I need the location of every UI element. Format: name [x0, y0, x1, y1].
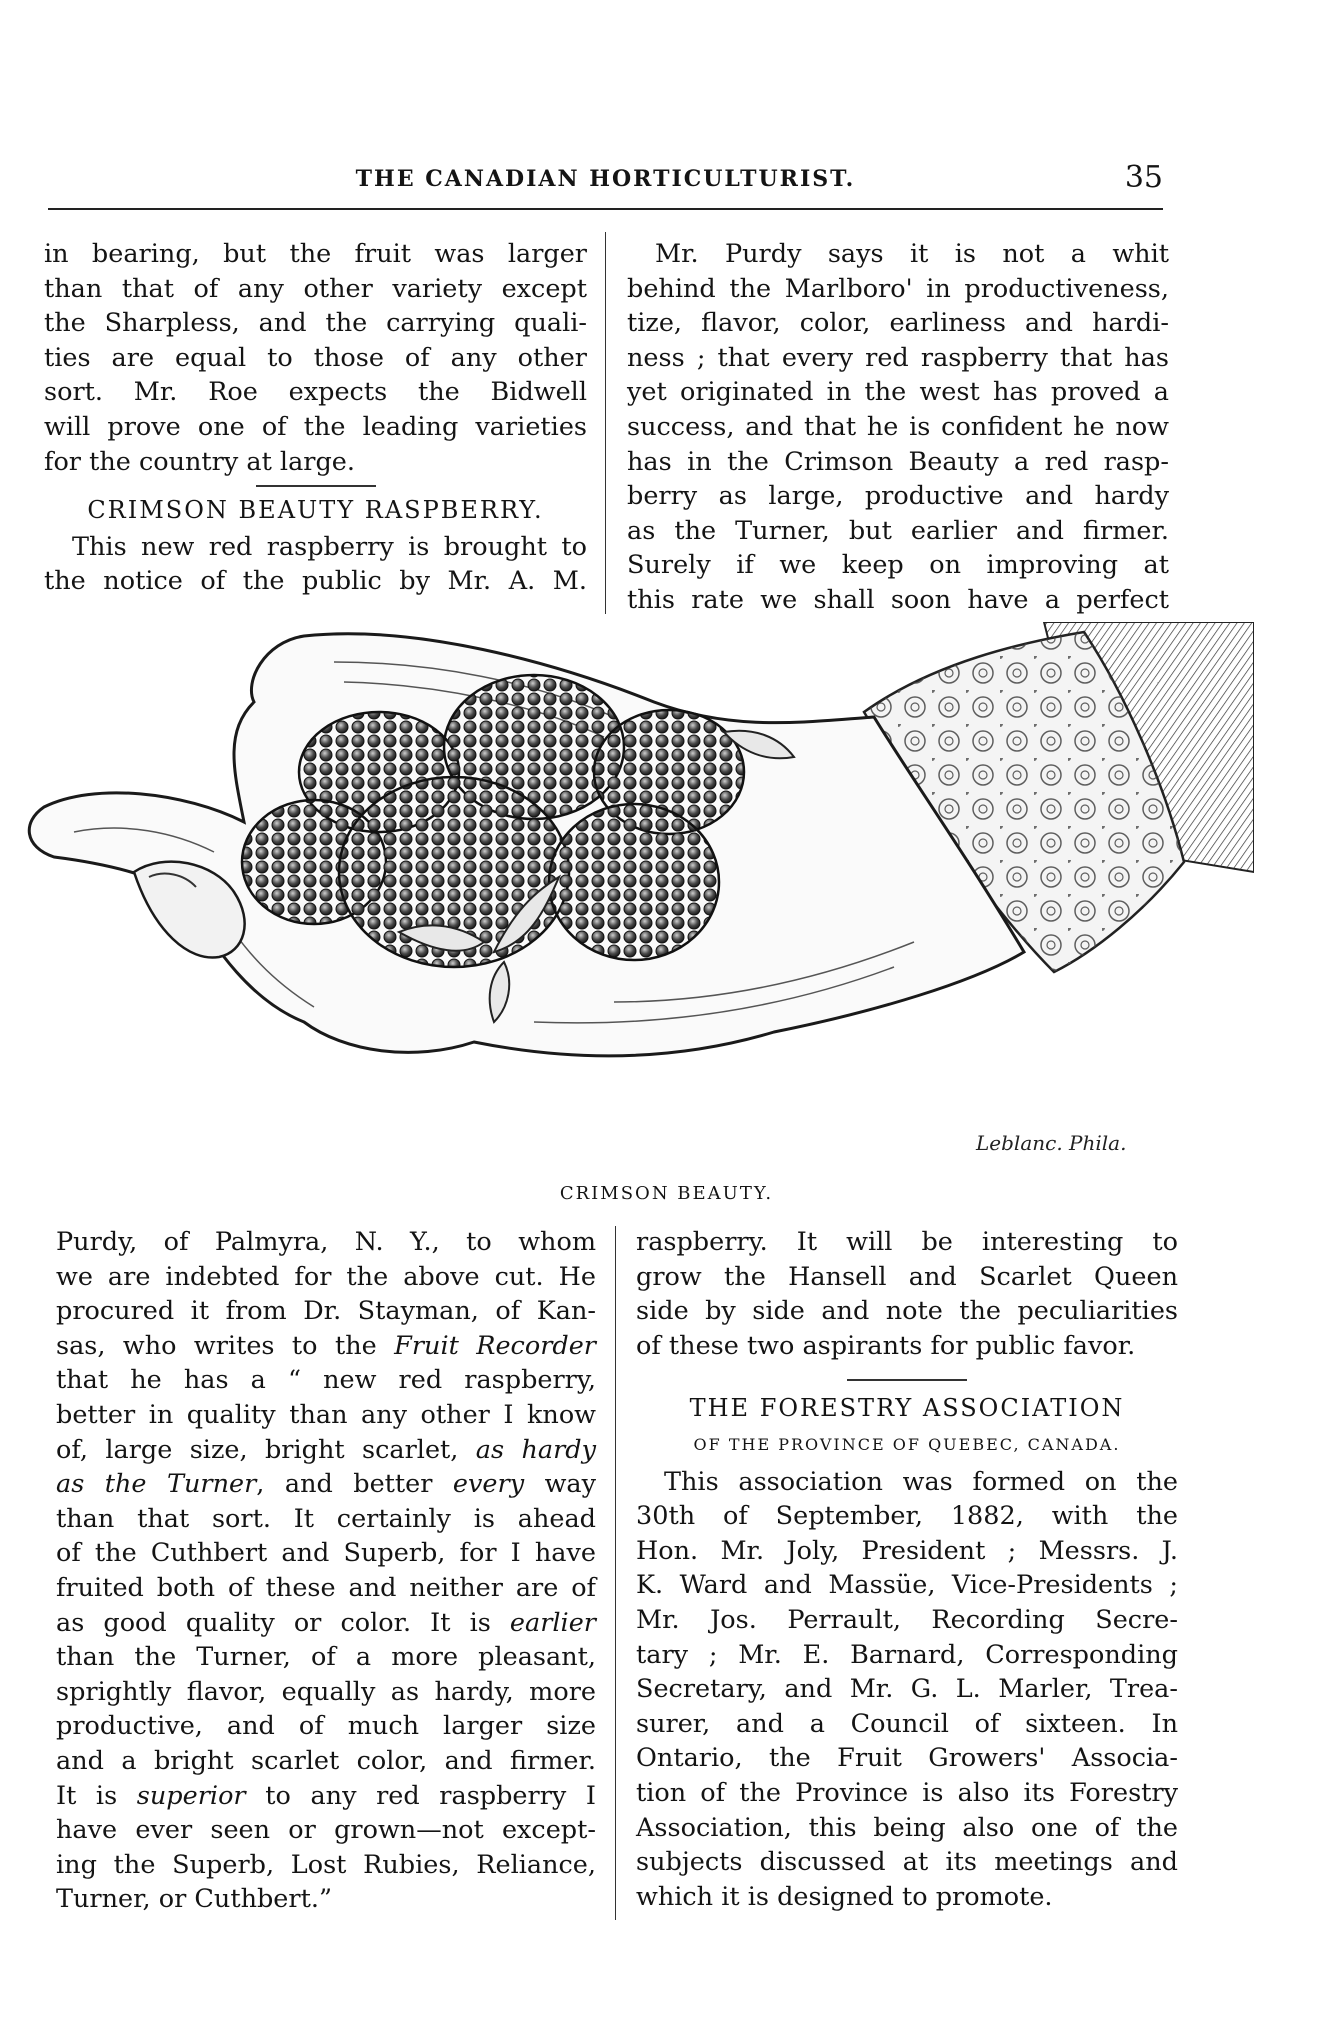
text-line: sprightly flavor, equally as hardy, more — [56, 1676, 596, 1707]
engraver-signature: Leblanc. Phila. — [976, 1131, 1127, 1155]
section-heading-crimson-beauty: CRIMSON BEAUTY RASPBERRY. — [87, 496, 544, 525]
text-line: yet originated in the west has proved a — [627, 377, 1169, 408]
text-line: 30th of September, 1882, with the — [636, 1501, 1178, 1532]
column-divider — [605, 232, 606, 614]
section-subheading-quebec: OF THE PROVINCE OF QUEBEC, CANADA. — [693, 1434, 1121, 1454]
text-line: Hon. Mr. Joly, President ; Messrs. J. — [636, 1535, 1178, 1566]
header-rule — [48, 208, 1163, 210]
section-heading-forestry: THE FORESTRY ASSOCIATION — [689, 1394, 1125, 1423]
text-line: fruited both of these and neither are of — [56, 1572, 596, 1603]
text-line: tion of the Province is also its Forestry — [636, 1777, 1178, 1808]
text-run: sas, who writes to the — [56, 1330, 395, 1361]
text-line: Mr. Purdy says it is not a whit — [655, 239, 1169, 269]
italic-fruit-recorder: Fruit Recorder — [394, 1330, 596, 1361]
text-line: grow the Hansell and Scarlet Queen — [636, 1261, 1178, 1292]
text-line: that he has a “ new red raspberry, — [56, 1365, 596, 1396]
column-bottom-right — [636, 1225, 1178, 1914]
text-line: Association, this being also one of the — [636, 1812, 1178, 1843]
text-line: subjects discussed at its meetings and — [636, 1847, 1178, 1878]
text-line: of the Cuthbert and Superb, for I have — [56, 1538, 596, 1569]
text-line: tary ; Mr. E. Barnard, Corresponding — [636, 1639, 1178, 1670]
text-line: This new red raspberry is brought to — [72, 531, 587, 562]
text-run: It is — [56, 1780, 137, 1811]
text-line — [56, 1329, 596, 1364]
text-line: the notice of the public by Mr. A. M. — [44, 566, 587, 597]
running-title: THE CANADIAN HORTICULTURIST. — [355, 166, 856, 192]
text-line — [56, 1779, 596, 1814]
text-line: for the country at large. — [44, 446, 356, 477]
text-run: as good quality or color. It is — [56, 1607, 510, 1638]
running-head — [48, 160, 1163, 200]
text-line: Mr. Jos. Perrault, Recording Secre- — [636, 1604, 1178, 1635]
text-line: success, and that he is confident he now — [627, 411, 1169, 442]
text-line: which it is designed to promote. — [636, 1881, 1053, 1912]
text-line: as the Turner, but earlier and firmer. — [627, 515, 1169, 546]
text-line: raspberry. It will be interesting to — [636, 1227, 1178, 1257]
text-line — [56, 1467, 596, 1502]
text-line: has in the Crimson Beauty a red rasp- — [627, 446, 1169, 477]
text-line: sort. Mr. Roe expects the Bidwell — [44, 377, 587, 408]
paragraph-forestry-association — [636, 1465, 1178, 1915]
text-line: tize, flavor, color, earliness and hardi- — [627, 308, 1169, 339]
text-line: surer, and a Council of sixteen. In — [636, 1708, 1178, 1739]
raspberry-hand-illustration — [14, 622, 1254, 1170]
column-top-right — [627, 237, 1169, 618]
text-line: better in quality than any other I know — [56, 1399, 596, 1430]
text-line: have ever seen or grown—not except- — [56, 1815, 596, 1846]
italic-superior: superior — [136, 1780, 246, 1811]
text-line: in bearing, but the fruit was larger — [44, 239, 587, 269]
text-line: ties are equal to those of any other — [44, 342, 587, 373]
text-run: way — [524, 1469, 597, 1500]
text-line: K. Ward and Massüe, Vice-Presidents ; — [636, 1570, 1178, 1601]
paragraph-bidwell — [44, 237, 587, 479]
section-divider — [256, 485, 376, 487]
text-run: , and better — [256, 1469, 453, 1500]
italic-every: every — [452, 1469, 525, 1500]
column-top-left — [44, 237, 587, 599]
text-run: of, large size, bright scarlet, — [56, 1434, 476, 1465]
figure-caption: CRIMSON BEAUTY. — [559, 1183, 774, 1204]
paragraph-purdy-letter — [56, 1225, 596, 1917]
text-line: procured it from Dr. Stayman, of Kan- — [56, 1296, 596, 1327]
text-line: Surely if we keep on improving at — [627, 550, 1169, 581]
text-line: this rate we shall soon have a perfect — [627, 584, 1169, 615]
page-number: 35 — [1124, 160, 1163, 195]
text-line: productive, and of much larger size — [56, 1711, 596, 1742]
text-line: the Sharpless, and the carrying quali- — [44, 308, 587, 339]
text-line: Turner, or Cuthbert.” — [56, 1884, 332, 1915]
paragraph-purdy-says — [627, 237, 1169, 618]
text-line: Ontario, the Fruit Growers' Associa- — [636, 1743, 1178, 1774]
italic-as-the-turner: as the Turner — [56, 1469, 257, 1500]
text-line: than the Turner, of a more pleasant, — [56, 1642, 596, 1673]
text-line: ness ; that every red raspberry that has — [627, 342, 1169, 373]
text-run: to any red raspberry I — [245, 1780, 596, 1811]
text-line: berry as large, productive and hardy — [627, 481, 1169, 512]
text-line: of these two aspirants for public favor. — [636, 1330, 1136, 1361]
text-line: ing the Superb, Lost Rubies, Reliance, — [56, 1849, 596, 1880]
column-divider — [615, 1226, 616, 1920]
text-line: will prove one of the leading varieties — [44, 411, 587, 442]
text-line — [56, 1433, 596, 1468]
paragraph-crimson-beauty-intro — [44, 530, 587, 599]
text-line: side by side and note the peculiarities — [636, 1296, 1178, 1327]
text-line: we are indebted for the above cut. He — [56, 1261, 596, 1292]
text-line: This association was formed on the — [664, 1466, 1178, 1497]
paragraph-raspberry-conclusion — [636, 1225, 1178, 1363]
text-line: behind the Marlboro' in productiveness, — [627, 273, 1169, 304]
text-line: than that of any other variety except — [44, 273, 587, 304]
italic-as-hardy: as hardy — [475, 1434, 596, 1465]
text-line: Secretary, and Mr. G. L. Marler, Trea- — [636, 1674, 1178, 1705]
section-divider — [847, 1379, 967, 1381]
text-line: than that sort. It certainly is ahead — [56, 1503, 596, 1534]
text-line — [56, 1606, 596, 1641]
text-line: and a bright scarlet color, and firmer. — [56, 1745, 596, 1776]
italic-earlier: earlier — [509, 1607, 596, 1638]
column-bottom-left — [56, 1225, 596, 1917]
text-line: Purdy, of Palmyra, N. Y., to whom — [56, 1227, 596, 1257]
